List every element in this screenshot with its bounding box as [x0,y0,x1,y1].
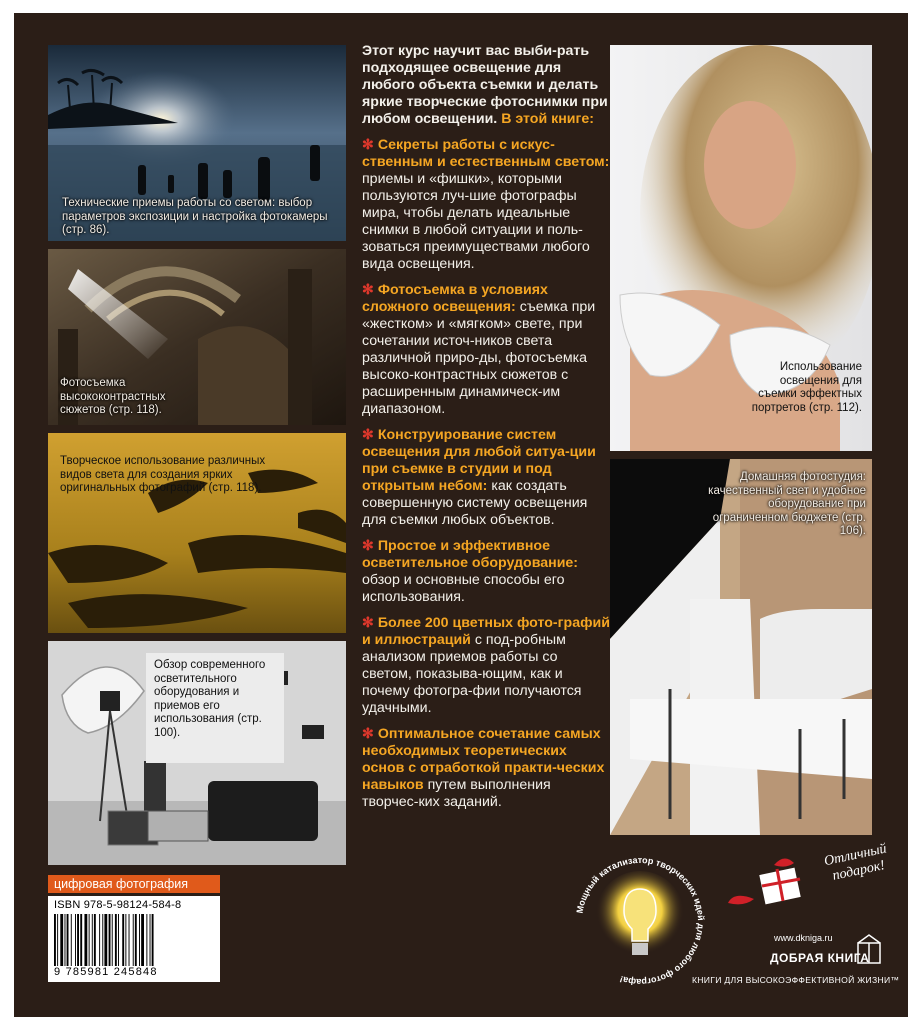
barcode-bar [92,914,93,966]
publisher-logo-icon [856,933,882,965]
barcode-number: 9 785981 245848 [54,966,158,978]
barcode-bar [99,914,100,966]
barcode [48,896,220,982]
barcode-bar [118,914,119,966]
barcode-bar [65,914,66,966]
barcode-bar [57,914,58,966]
publisher-slogan: КНИГИ ДЛЯ ВЫСОКОЭФФЕКТИВНОЙ ЖИЗНИ™ [692,975,900,985]
bullet-item: ✻ Оптимальное сочетание самых необходимых теоретических основ с отработкой практи-ческих навыков путем выполнения творчес-ких заданий. [362,726,605,810]
barcode-bar [104,914,107,966]
barcode-bar [150,914,151,966]
caption-cathedral: Фотосъемка высококонтрастных сюжетов (стр. 118). [60,377,166,416]
barcode-bar [84,914,87,966]
description-text [362,43,610,820]
bulb-slogan: Мощный катализатор творческих идей для любого фотографа! [574,854,707,988]
bullet-item: ✻ Конструирование систем освещения для любой ситуа-ции при съемке в студии и под открытым небом: как создать совершенную систему освещения для съемки любых объектов. [362,427,596,528]
publisher-block [692,933,904,1003]
bullet-item: ✻ Фотосъемка в условиях сложного освещения: съемка при «жестком» и «мягком» свете, при сочетании источ-ников света различной приро-ды, фотосъемка высоко-контрастных сюжетов с расширенным динамическ-им диапазоном. [362,282,596,417]
photo-cathedral [48,249,346,425]
barcode-bar [94,914,96,966]
barcode-bar [141,914,144,966]
caption-field: Творческое использование различных видов света для создания ярких оригинальных фотографий (стр. 118). [60,455,266,494]
barcode-bar [54,914,56,966]
photo-equipment [48,641,346,865]
photo-beach [48,45,346,241]
barcode-bar [125,914,126,966]
caption-equipment: Обзор современного осветительного оборудования и приемов его использования (стр. 100). [154,659,266,739]
publisher-name: ДОБРАЯ КНИГА [770,951,870,965]
barcode-bar [135,914,137,966]
barcode-bar [122,914,124,966]
barcode-bar [152,914,154,966]
barcode-bar [129,914,130,966]
barcode-bar [139,914,140,966]
barcode-bar [112,914,113,966]
barcode-bar [133,914,134,966]
in-book-heading: В этой книге: [501,111,595,127]
barcode-bar [102,914,103,966]
photo-studio [610,459,872,835]
caption-beach: Технические приемы работы со светом: выбор параметров экспозиции и настройка фотокамеры (стр. 86). [62,197,328,236]
bullet-item: ✻ Простое и эффективное осветительное оборудование: обзор и основные способы его использования. [362,538,579,605]
barcode-bar [75,914,76,966]
caption-studio: Домашняя фотостудия: качественный свет и удобное оборудование при ограниченном бюджете (стр. 106). [708,471,866,537]
publisher-url: www.dkniga.ru [774,933,833,943]
barcode-bar [89,914,90,966]
isbn-text: ISBN 978-5-98124-584-8 [54,899,182,911]
bullet-item: ✻ Секреты работы с искус-ственным и естественным светом: приемы и «фишки», которыми пользуются луч-шие фотографы мира, чтобы делать идеальные снимки в любой ситуации и поль-зоваться преимуществами любого вида освещения. [362,137,610,272]
intro-text: Этот курс научит вас выби-рать подходящее освещение для любого объекта съемки и делать яркие творческие фотоснимки при любом освещении. [362,43,608,127]
lightbulb-badge [570,851,710,991]
photo-portrait [610,45,872,451]
category-label: цифровая фотография [48,875,220,893]
barcode-bar [80,914,82,966]
barcode-bar [109,914,111,966]
barcode-bar [71,914,72,966]
barcode-bar [146,914,147,966]
bullet-item: ✻ Более 200 цветных фото-графий и иллюстраций с под-робным анализом приемов работы со светом, показыва-ющим, как и почему фотогра-фии получаются удачными. [362,615,610,716]
barcode-bar [77,914,79,966]
barcode-bars [54,914,214,966]
barcode-bar [60,914,63,966]
gift-text: Отличный подарок! [822,841,888,884]
caption-portrait: Использование освещения для съемки эффектных портретов (стр. 112). [751,361,862,414]
barcode-bar [115,914,117,966]
book-back-cover [14,13,908,1017]
photo-field [48,433,346,633]
barcode-bar [67,914,69,966]
